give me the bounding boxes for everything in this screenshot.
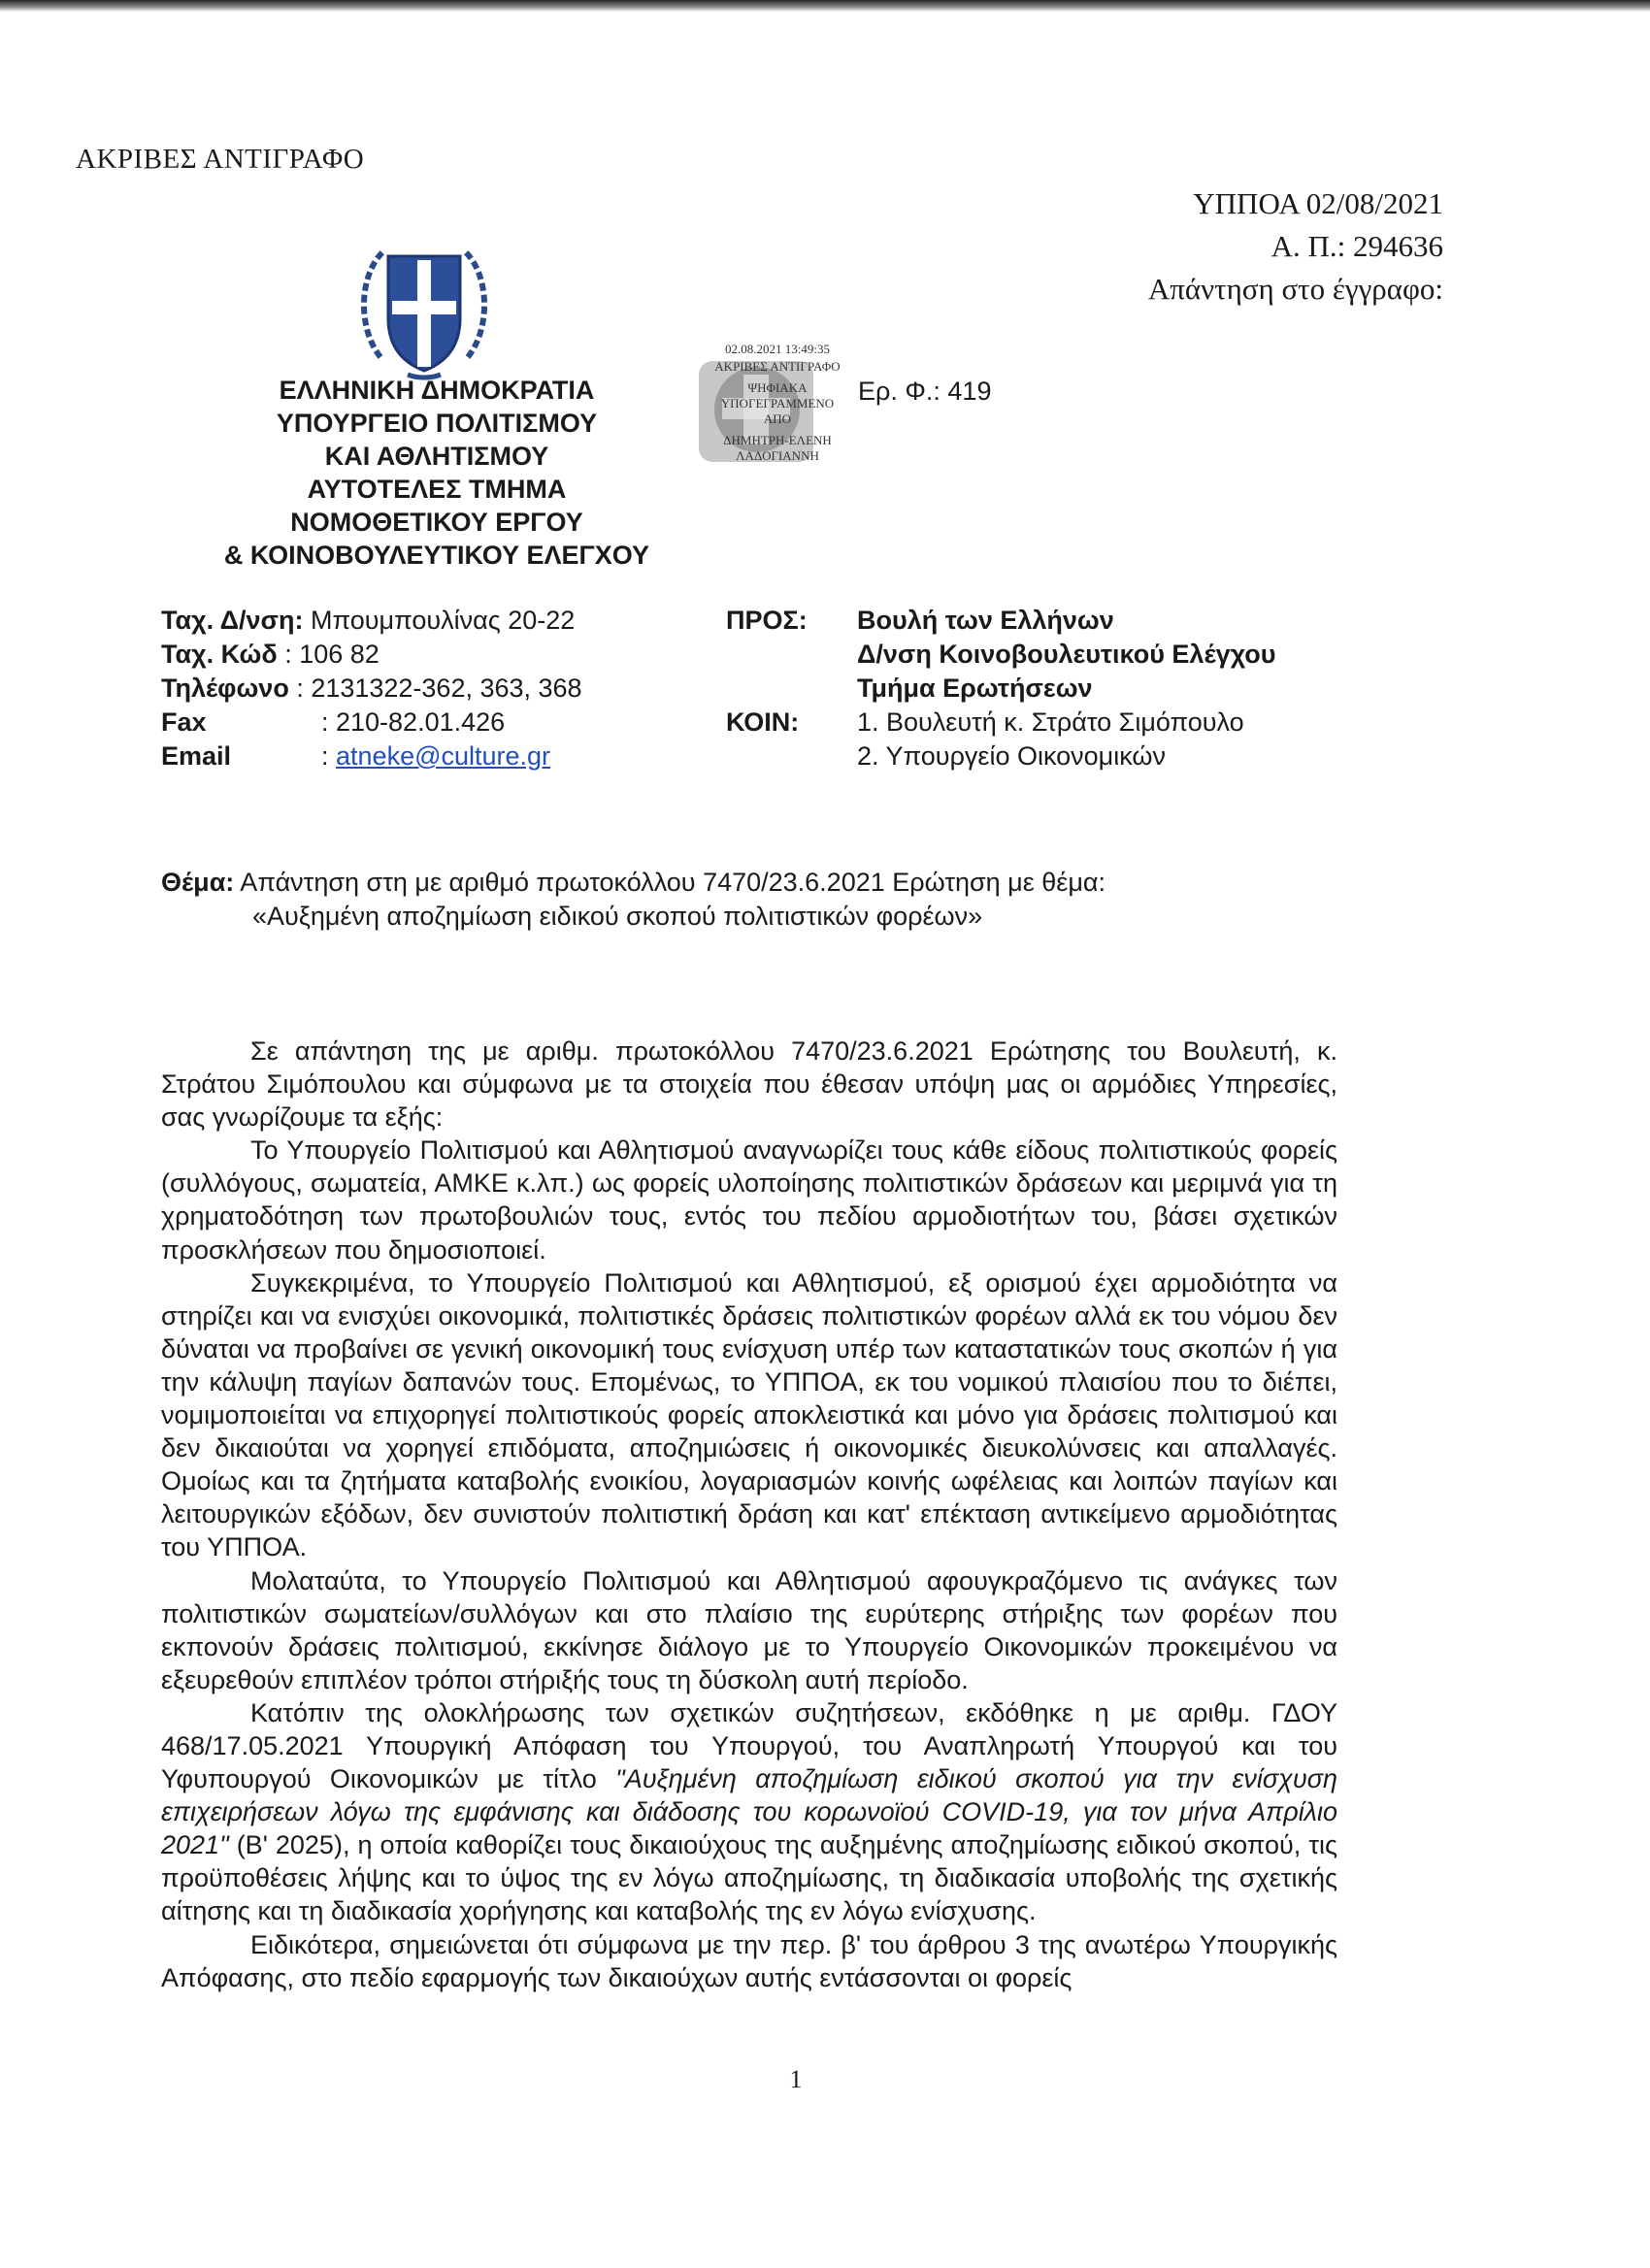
- paragraph-6: Ειδικότερα, σημειώνεται ότι σύμφωνα με την περ. β' του άρθρου 3 της ανωτέρω Υπουργικής Απόφασης, στο πεδίο εφαρμογής των δικαιούχων αυτής εντάσσονται οι φορείς: [161, 1929, 1337, 1992]
- stamp-digital: ΨΗΦΙΑΚΑ: [747, 380, 808, 395]
- subject-line-1: Απάντηση στη με αριθμό πρωτοκόλλου 7470/23.6.2021 Ερώτηση με θέμα:: [234, 868, 1106, 897]
- zip-value: : 106 82: [277, 640, 380, 669]
- org-line-1: ΕΛΛΗΝΙΚΗ ΔΗΜΟΚΡΑΤΙΑ: [279, 376, 595, 405]
- paragraph-3: Συγκεκριμένα, το Υπουργείο Πολιτισμού και Αθλητισμού, εξ ορισμού έχει αρμοδιότητα να στηρίζει και να ενισχύει οικονομικά, πολιτιστικές δράσεις πολιτιστικών φορέων αλλά εκ του νόμου δεν δύναται να προβαίνει σε γενική οικονομική τους ενίσχυση υπέρ των καταστατικών τους σκοπών ή για την κάλυψη παγίων δαπανών τους. Επομένως, το ΥΠΠΟΑ, εκ του νομικού πλαισίου που το διέπει, νομιμοποιείται να επιχορηγεί πολιτιστικούς φορείς αποκλειστικά και μόνο για δράσεις πολιτισμού και δεν δικαιούται να χορηγεί επιδόματα, αποζημιώσεις ή οικονομικές διευκολύνσεις και απαλλαγές. Ομοίως και τα ζητήματα καταβολής ενοικίου, λογαριασμών κοινής ωφέλειας και λοιπών παγίων και λειτουργικών εξόδων, δεν συνιστούν πολιτιστική δράση και κατ' επέκταση αντικείμενο αρμοδιότητας του ΥΠΠΟΑ.: [161, 1267, 1337, 1562]
- recipients-block: [726, 604, 1275, 773]
- subject-block: [161, 866, 1106, 934]
- organization-header: [184, 374, 689, 572]
- org-line-2: ΥΠΟΥΡΓΕΙΟ ΠΟΛΙΤΙΣΜΟΥ: [276, 409, 598, 438]
- letter-body: [161, 1035, 1337, 1994]
- address-row: [161, 604, 582, 638]
- paragraph-2: Το Υπουργείο Πολιτισμού και Αθλητισμού αναγνωρίζει τους κάθε είδους πολιτιστικούς φορείς (συλλόγους, σωματεία, ΑΜΚΕ κ.λπ.) ως φορείς υλοποίησης πολιτιστικών δράσεων και μεριμνά για τη χρηματοδότηση των πρωτοβουλιών τους, εντός του πεδίου αρμοδιοτήτων του, βάσει σχετικών προσκλήσεων που δημοσιοποιεί.: [161, 1135, 1337, 1265]
- org-line-4: ΑΥΤΟΤΕΛΕΣ ΤΜΗΜΑ: [307, 475, 567, 504]
- subject-line-2: «Αυξημένη αποζημίωση ειδικού σκοπού πολιτιστικών φορέων»: [252, 902, 983, 931]
- email-link[interactable]: atneke@culture.gr: [336, 741, 551, 771]
- stamp-timestamp: 02.08.2021 13:49:35: [725, 342, 830, 356]
- recipient-directorate: Δ/νση Κοινοβουλευτικού Ελέγχου: [857, 640, 1276, 669]
- email-separator: :: [321, 741, 337, 771]
- decision-title: "Αυξημένη αποζημίωση ειδικού σκοπού για την ενίσχυση επιχειρήσεων λόγω της εμφάνισης και διάδοσης του κορωνοϊού COVID-19, για τον μήνα Απρίλιο 2021": [161, 1764, 1337, 1860]
- email-label: Email: [161, 741, 232, 771]
- ref-reply: Απάντηση στο έγγραφο:: [1147, 272, 1443, 306]
- ref-date: ΥΠΠΟΑ 02/08/2021: [1193, 186, 1443, 220]
- ref-protocol: Α. Π.: 294636: [1270, 229, 1443, 263]
- contact-block: [161, 604, 582, 773]
- page-number: 1: [789, 2065, 803, 2093]
- fax-value: : 210-82.01.426: [321, 707, 506, 737]
- stamp-copy: ΑΚΡΙΒΕΣ ΑΝΤΙΓΡΑΦΟ: [714, 359, 841, 374]
- address-label: Ταχ. Δ/νση:: [161, 606, 304, 635]
- subject-label: Θέμα:: [161, 868, 235, 897]
- phone-row: [161, 672, 582, 706]
- stamp-signer-last: ΛΑΔΟΓΙΑΝΝΗ: [736, 448, 819, 463]
- reference-block: [1148, 182, 1443, 311]
- scan-edge: [0, 0, 1650, 12]
- paragraph-5-end: (Β' 2025), η οποία καθορίζει τους δικαιούχους της αυξημένης αποζημίωσης ειδικού σκοπού, τις προϋποθέσεις λήψης και το ύψος της εν λόγω αποζημίωσης, τη διαδικασία υποβολής της σχετικής αίτησης και τη διαδικασία χορήγησης και καταβολής της εν λόγω ενίσχυσης.: [161, 1830, 1337, 1926]
- org-line-6: & ΚΟΙΝΟΒΟΥΛΕΥΤΙΚΟΥ ΕΛΕΓΧΟΥ: [223, 541, 650, 570]
- paragraph-5-start: Κατόπιν της ολοκλήρωσης των σχετικών συζητήσεων, εκδόθηκε η με αριθμ. ΓΔΟΥ 468/17.05.2021 Υπουργική Απόφαση του Υπουργού, του Αναπληρωτή Υπουργού και του Υφυπουργού Οικονομικών με τίτλο: [161, 1697, 1337, 1794]
- recipient-parliament: Βουλή των Ελλήνων: [857, 606, 1114, 635]
- fax-row: [161, 706, 582, 740]
- cc-ministry: 2. Υπουργείο Οικονομικών: [857, 741, 1166, 771]
- copy-mark: ΑΚΡΙΒΕΣ ΑΝΤΙΓΡΑΦΟ: [76, 144, 365, 175]
- address-value: Μπουμπουλίνας 20-22: [303, 606, 576, 635]
- paragraph-1: Σε απάντηση της με αριθμ. πρωτοκόλλου 7470/23.6.2021 Ερώτησης του Βουλευτή, κ. Στράτου Σιμόπουλου και σύμφωνα με τα στοιχεία που έθεσαν υπόψη μας οι αρμόδιες Υπηρεσίες, σας γνωρίζουμε τα εξής:: [161, 1036, 1337, 1133]
- greek-coat-of-arms-icon: [361, 233, 487, 380]
- recipient-department: Τμήμα Ερωτήσεων: [857, 674, 1093, 703]
- stamp-from: ΑΠΟ: [763, 411, 792, 426]
- zip-row: [161, 638, 582, 672]
- paragraph-5: [161, 1696, 1337, 1928]
- phone-value: : 2131322-362, 363, 368: [288, 674, 582, 703]
- phone-label: Τηλέφωνο: [161, 674, 289, 703]
- org-line-5: ΝΟΜΟΘΕΤΙΚΟΥ ΕΡΓΟΥ: [290, 508, 583, 537]
- paragraph-4: Μολαταύτα, το Υπουργείο Πολιτισμού και Αθλητισμού αφουγκραζόμενο τις ανάγκες των πολιτιστικών σωματείων/συλλόγων και στο πλαίσιο της ευρύτερης στήριξης των φορέων που εκπονούν δράσεις πολιτισμού, εκκίνησε διάλογο με το Υπουργείο Οικονομικών προκειμένου να εξευρεθούν επιπλέον τρόποι στήριξής τους τη δύσκολη αυτή περίοδο.: [161, 1565, 1337, 1694]
- file-reference: Ερ. Φ.: 419: [858, 377, 992, 406]
- fax-label: Fax: [161, 707, 207, 737]
- koin-label: ΚΟΙΝ:: [726, 707, 800, 737]
- email-row: [161, 740, 582, 773]
- digital-signature-stamp: [687, 340, 868, 476]
- zip-label: Ταχ. Κώδ: [161, 640, 278, 669]
- stamp-signer-first: ΔΗΜΗΤΡΗ-ΕΛΕΝΗ: [723, 433, 832, 447]
- pros-label: ΠΡΟΣ:: [726, 606, 808, 635]
- org-line-3: ΚΑΙ ΑΘΛΗΤΙΣΜΟΥ: [324, 442, 549, 471]
- cc-mp: 1. Βουλευτή κ. Στράτο Σιμόπουλο: [857, 707, 1244, 737]
- stamp-signed: ΥΠΟΓΕΓΡΑΜΜΕΝΟ: [720, 396, 835, 411]
